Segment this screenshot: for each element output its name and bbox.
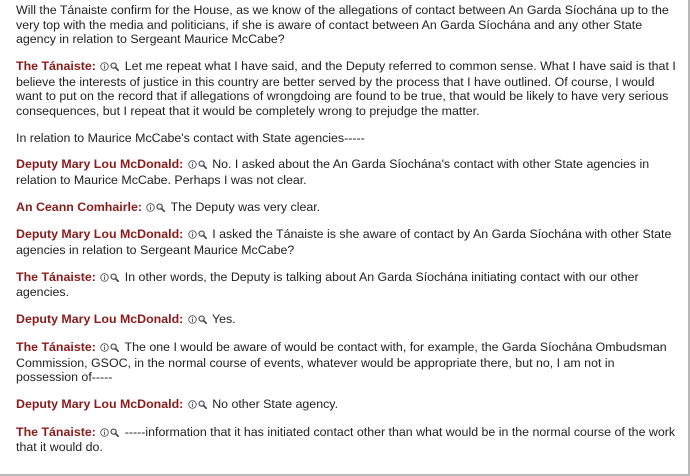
- contribution: [16, 157, 678, 187]
- contribution-tools: [100, 426, 120, 441]
- speaker-name[interactable]: The Tánaiste:: [16, 58, 96, 73]
- paragraph-continuation: [16, 131, 678, 146]
- search-icon[interactable]: [110, 343, 119, 352]
- contribution-tools: [188, 158, 208, 173]
- search-icon[interactable]: [198, 315, 207, 324]
- info-icon[interactable]: [188, 160, 197, 169]
- contribution-text: In other words, the Deputy is talking about An Garda Síochána initiating contact with our other agencies.: [16, 269, 639, 300]
- speaker-name[interactable]: Deputy Mary Lou McDonald:: [16, 227, 184, 242]
- contribution: [16, 227, 678, 257]
- contribution-tools: [188, 228, 208, 243]
- contribution-tools: [188, 398, 208, 413]
- contribution-text: Let me repeat what I have said, and the Deputy referred to common sense. What I have said is that I believe the interests of justice in this country are better served by the process that I have outlined. Of course, I would want to put on the record that if allegations of wrongdoing are found to be true, that would be likely to have very serious consequences, but I repeat that it would be completely wrong to prejudge the matter.: [16, 58, 676, 118]
- contribution-tools: [146, 201, 166, 216]
- contribution: [16, 312, 678, 328]
- contribution-tools: [100, 271, 120, 286]
- speaker-name[interactable]: Deputy Mary Lou McDonald:: [16, 157, 184, 172]
- contribution-text: The Deputy was very clear.: [170, 199, 321, 214]
- contribution-text: I asked the Tánaiste is she aware of contact by An Garda Síochána with other State agencies in relation to Sergeant Maurice McCabe?: [16, 227, 672, 258]
- contribution: [16, 59, 678, 118]
- paragraph-text: In relation to Maurice McCabe's contact with State agencies-----: [16, 130, 365, 145]
- info-icon[interactable]: [100, 273, 109, 282]
- info-icon[interactable]: [188, 315, 197, 324]
- info-icon[interactable]: [100, 428, 109, 437]
- info-icon[interactable]: [100, 343, 109, 352]
- contribution-tools: [100, 341, 120, 356]
- contribution-text: No other State agency.: [212, 396, 339, 411]
- contribution: [16, 340, 678, 385]
- speaker-name[interactable]: The Tánaiste:: [16, 424, 96, 439]
- info-icon[interactable]: [188, 400, 197, 409]
- search-icon[interactable]: [156, 203, 165, 212]
- contribution: [16, 397, 678, 413]
- info-icon[interactable]: [146, 203, 155, 212]
- contribution-text: No. I asked about the An Garda Síochána's contact with other State agencies in relation to Maurice McCabe. Perhaps I was not clear.: [16, 157, 650, 187]
- contribution-text: -----information that it has initiated contact other than what would be in the normal course of the work that it would do.: [16, 424, 676, 455]
- speaker-name[interactable]: Deputy Mary Lou McDonald:: [16, 312, 184, 327]
- search-icon[interactable]: [198, 160, 207, 169]
- speaker-name[interactable]: The Tánaiste:: [16, 340, 96, 354]
- speaker-name[interactable]: The Tánaiste:: [16, 269, 96, 284]
- contribution-text: Yes.: [211, 312, 236, 327]
- info-icon[interactable]: [100, 62, 109, 71]
- contribution: [16, 425, 678, 455]
- contribution-tools: [100, 60, 120, 75]
- info-icon[interactable]: [188, 230, 197, 239]
- search-icon[interactable]: [110, 273, 119, 282]
- contribution-text: The one I would be aware of would be contact with, for example, the Garda Síochána Ombudsman Commission, GSOC, in the normal course of events, whatever would be appropriate there, but no, I am not in possession of-----: [16, 340, 667, 385]
- paragraph-intro: [16, 3, 678, 47]
- speaker-name[interactable]: Deputy Mary Lou McDonald:: [16, 396, 184, 411]
- search-icon[interactable]: [198, 230, 207, 239]
- contribution: [16, 270, 678, 300]
- contribution-tools: [188, 313, 208, 328]
- search-icon[interactable]: [110, 428, 119, 437]
- speaker-name[interactable]: An Ceann Comhairle:: [16, 199, 142, 214]
- search-icon[interactable]: [110, 62, 119, 71]
- search-icon[interactable]: [198, 400, 207, 409]
- paragraph-text: Will the Tánaiste confirm for the House, as we know of the allegations of contact between An Garda Síochána up to the very top with the media and politicians, if she is aware of contact between An Garda Síochána and any other State agency in relation to Sergeant Maurice McCabe?: [16, 3, 669, 47]
- contribution: [16, 200, 678, 216]
